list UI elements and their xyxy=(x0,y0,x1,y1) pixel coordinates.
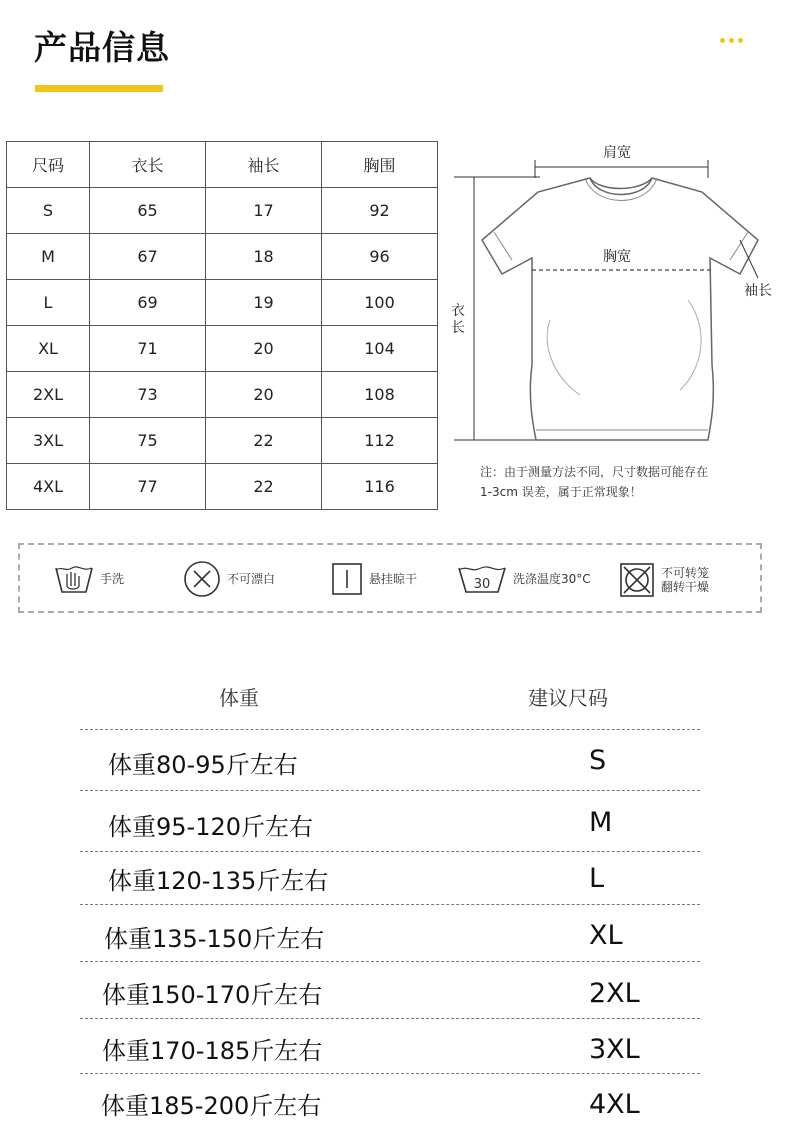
weight-range: 体重185-200斤左右 xyxy=(101,1092,322,1120)
care-instructions xyxy=(18,543,762,613)
tshirt-outline-icon xyxy=(440,140,785,460)
column-header: 尺码 xyxy=(7,142,90,188)
table-cell: 67 xyxy=(90,234,206,280)
table-cell: 92 xyxy=(322,188,438,234)
hang-dry-icon xyxy=(331,562,363,596)
suggested-size: 2XL xyxy=(589,978,640,1009)
suggested-size: 4XL xyxy=(589,1089,640,1120)
suggested-size-header: 建议尺码 xyxy=(528,686,608,710)
table-cell: S xyxy=(7,188,90,234)
column-header: 胸围 xyxy=(322,142,438,188)
table-cell: 22 xyxy=(206,464,322,510)
no-tumble-dry-icon xyxy=(619,562,655,598)
table-row xyxy=(7,464,438,510)
hand-wash-icon xyxy=(54,562,94,596)
care-hang-dry xyxy=(331,562,417,596)
table-cell: 2XL xyxy=(7,372,90,418)
more-icon[interactable] xyxy=(720,38,750,48)
table-cell: 116 xyxy=(322,464,438,510)
row-divider xyxy=(80,790,700,791)
title-underline xyxy=(35,85,163,92)
weight-range: 体重135-150斤左右 xyxy=(104,925,325,953)
table-cell: 18 xyxy=(206,234,322,280)
row-divider xyxy=(80,851,700,852)
table-cell: 17 xyxy=(206,188,322,234)
length-label-top: 衣 xyxy=(451,303,465,319)
table-cell: 75 xyxy=(90,418,206,464)
care-wash-30 xyxy=(457,562,591,596)
table-row xyxy=(7,188,438,234)
table-cell: XL xyxy=(7,326,90,372)
table-cell: 104 xyxy=(322,326,438,372)
care-label: 洗涤温度30°C xyxy=(513,572,591,586)
care-hand-wash xyxy=(54,562,124,596)
table-cell: M xyxy=(7,234,90,280)
weight-range: 体重120-135斤左右 xyxy=(108,867,329,895)
table-cell: 4XL xyxy=(7,464,90,510)
measurement-note xyxy=(480,462,770,502)
table-cell: 112 xyxy=(322,418,438,464)
table-cell: L xyxy=(7,280,90,326)
suggested-size: S xyxy=(589,745,607,776)
sleeve-length-label: 袖长 xyxy=(744,283,772,299)
column-header: 衣长 xyxy=(90,142,206,188)
suggested-size: XL xyxy=(589,920,623,951)
care-label-line: 翻转干燥 xyxy=(661,580,710,594)
weight-range: 体重150-170斤左右 xyxy=(102,981,323,1009)
length-label-bottom: 长 xyxy=(451,320,465,336)
table-cell: 22 xyxy=(206,418,322,464)
table-cell: 19 xyxy=(206,280,322,326)
chest-width-label: 胸宽 xyxy=(603,249,631,265)
suggested-size: 3XL xyxy=(589,1034,640,1065)
row-divider xyxy=(80,1018,700,1019)
row-divider xyxy=(80,1073,700,1074)
table-row xyxy=(7,280,438,326)
care-label-line: 不可转笼 xyxy=(661,566,710,580)
note-line: 注：由于测量方法不同，尺寸数据可能存在 xyxy=(480,465,709,479)
table-cell: 3XL xyxy=(7,418,90,464)
table-cell: 20 xyxy=(206,326,322,372)
care-label: 悬挂晾干 xyxy=(369,572,418,586)
page-title: 产品信息 xyxy=(34,28,170,67)
table-row xyxy=(7,418,438,464)
weight-range: 体重170-185斤左右 xyxy=(102,1037,323,1065)
table-row xyxy=(7,234,438,280)
suggested-size: L xyxy=(589,863,605,894)
row-divider xyxy=(80,904,700,905)
table-cell: 69 xyxy=(90,280,206,326)
row-divider xyxy=(80,729,700,730)
weight-range: 体重80-95斤左右 xyxy=(108,751,298,779)
tshirt-diagram xyxy=(440,140,785,460)
care-no-tumble-dry xyxy=(619,562,709,598)
table-row xyxy=(7,372,438,418)
shoulder-width-label: 肩宽 xyxy=(603,145,631,161)
note-line: 1-3cm 误差，属于正常现象！ xyxy=(480,485,642,499)
wash-temp-text: 30 xyxy=(473,577,491,592)
care-label: 手洗 xyxy=(100,572,125,586)
weight-header: 体重 xyxy=(219,686,259,710)
table-cell: 77 xyxy=(90,464,206,510)
table-cell: 20 xyxy=(206,372,322,418)
care-label xyxy=(661,566,709,594)
size-table xyxy=(6,141,438,510)
table-cell: 100 xyxy=(322,280,438,326)
table-cell: 73 xyxy=(90,372,206,418)
suggested-size: M xyxy=(589,807,613,838)
size-table-header xyxy=(7,142,438,188)
no-bleach-icon xyxy=(183,560,221,598)
wash-30-icon xyxy=(457,562,507,596)
table-row xyxy=(7,326,438,372)
table-cell: 96 xyxy=(322,234,438,280)
column-header: 袖长 xyxy=(206,142,322,188)
care-no-bleach xyxy=(183,560,275,598)
weight-range: 体重95-120斤左右 xyxy=(108,813,314,841)
row-divider xyxy=(80,961,700,962)
table-cell: 71 xyxy=(90,326,206,372)
care-label: 不可漂白 xyxy=(227,572,276,586)
table-cell: 65 xyxy=(90,188,206,234)
table-cell: 108 xyxy=(322,372,438,418)
